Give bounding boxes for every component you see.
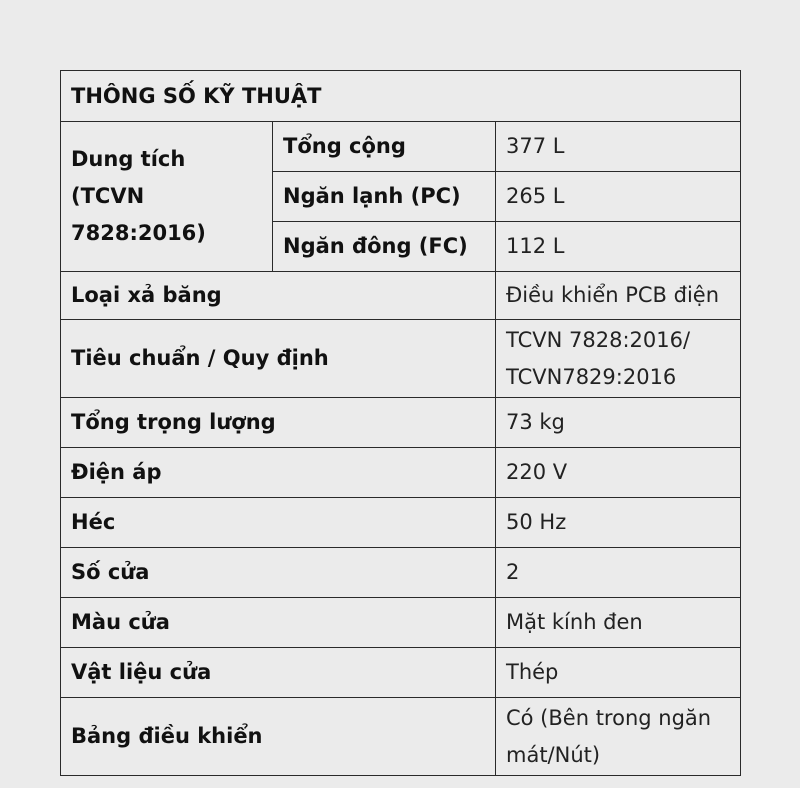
row-value: 220 V (496, 448, 741, 498)
table-row (61, 648, 741, 698)
table-row (61, 548, 741, 598)
row-value: 73 kg (496, 398, 741, 448)
capacity-fridge-label: Ngăn lạnh (PC) (273, 172, 496, 222)
table-row (61, 272, 741, 320)
table-title-row (61, 71, 741, 122)
capacity-total-value: 377 L (496, 122, 741, 172)
row-value: 50 Hz (496, 498, 741, 548)
spec-table (60, 70, 741, 776)
table-row (61, 398, 741, 448)
row-value: Thép (496, 648, 741, 698)
table-row (61, 698, 741, 776)
row-label: Tổng trọng lượng (61, 398, 496, 448)
table-row (61, 320, 741, 398)
row-label: Loại xả băng (61, 272, 496, 320)
table-row (61, 498, 741, 548)
table-row (61, 122, 741, 172)
row-label: Màu cửa (61, 598, 496, 648)
row-label: Điện áp (61, 448, 496, 498)
row-label: Bảng điều khiển (61, 698, 496, 776)
row-value: Điều khiển PCB điện (496, 272, 741, 320)
row-value: Mặt kính đen (496, 598, 741, 648)
table-row (61, 598, 741, 648)
row-value: Có (Bên trong ngăn mát/Nút) (496, 698, 741, 776)
capacity-freezer-value: 112 L (496, 222, 741, 272)
capacity-freezer-label: Ngăn đông (FC) (273, 222, 496, 272)
row-label: Số cửa (61, 548, 496, 598)
table-row (61, 448, 741, 498)
capacity-fridge-value: 265 L (496, 172, 741, 222)
capacity-total-label: Tổng cộng (273, 122, 496, 172)
capacity-label: Dung tích (TCVN 7828:2016) (61, 122, 273, 272)
row-label: Héc (61, 498, 496, 548)
row-label: Tiêu chuẩn / Quy định (61, 320, 496, 398)
table-title: THÔNG SỐ KỸ THUẬT (61, 71, 741, 122)
row-value: TCVN 7828:2016/ TCVN7829:2016 (496, 320, 741, 398)
row-value: 2 (496, 548, 741, 598)
row-label: Vật liệu cửa (61, 648, 496, 698)
